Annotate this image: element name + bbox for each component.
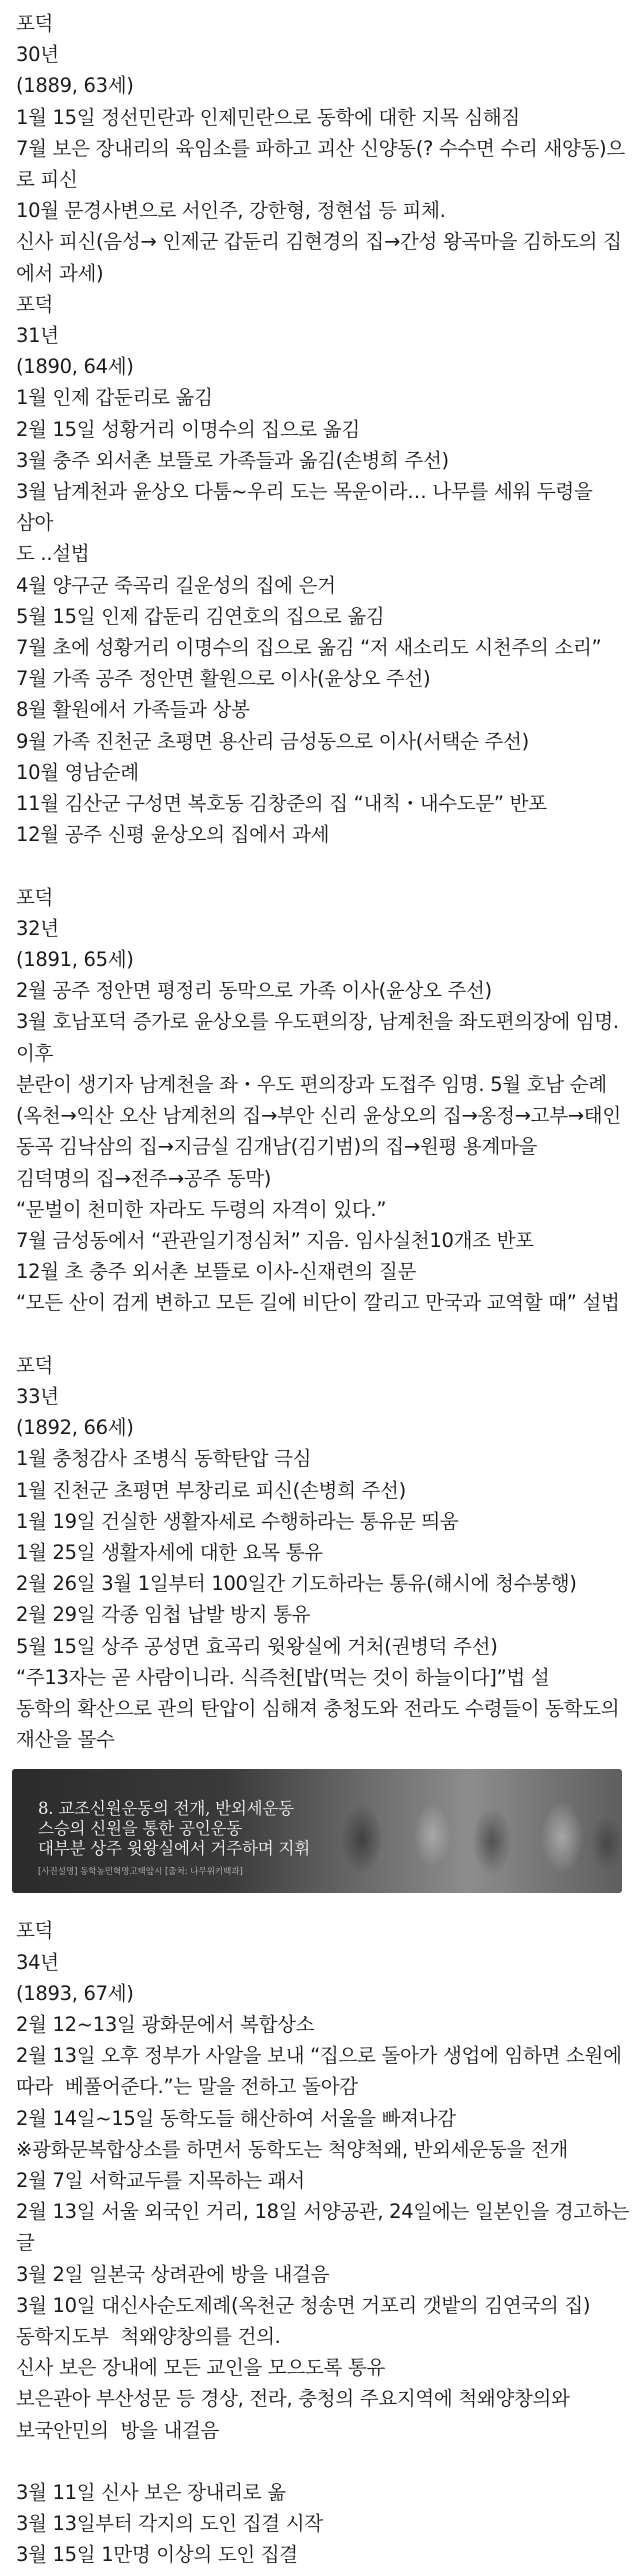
text-line: 10월 영남순례	[16, 760, 139, 784]
text-line: 로 피신	[16, 168, 78, 192]
text-line: 이후	[16, 1041, 54, 1065]
text-line: (1891, 65세)	[16, 948, 134, 972]
text-line: 김덕명의 집→전주→공주 동막)	[16, 1166, 272, 1190]
text-line: 신사 보은 장내에 모든 교인을 모으도록 통유	[16, 2356, 386, 2380]
text-line: 3월 충주 외서촌 보뜰로 가족들과 옮김(손병희 주선)	[16, 448, 449, 472]
text-line: 3월 10일 대신사순도제례(옥천군 청송면 거포리 갯밭의 김연국의 집)	[16, 2293, 591, 2317]
text-line: 포덕	[16, 885, 54, 909]
text-line: 12월 초 충주 외서촌 보뜰로 이사-신재련의 질문	[16, 1260, 417, 1284]
text-line: 2월 26일 3월 1일부터 100일간 기도하라는 통유(해시에 청수봉행)	[16, 1572, 577, 1596]
text-line: 동학지도부 척왜양창의를 건의.	[16, 2324, 281, 2348]
banner-title	[38, 1799, 398, 1859]
text-line: 재산을 몰수	[16, 1728, 115, 1752]
text-line: 2월 7일 서학교두를 지목하는 괘서	[16, 2168, 305, 2192]
text-line: “모든 산이 검게 변하고 모든 길에 비단이 깔리고 만국과 교역할 때” 설법	[16, 1291, 620, 1315]
text-line: 7월 보은 장내리의 육임소를 파하고 괴산 신양동(? 수수면 수리 새양동)으	[16, 136, 625, 160]
text-line: 따라 베풀어준다.”는 말을 전하고 돌아감	[16, 2075, 358, 2099]
text-line: 1월 19일 건실한 생활자세로 수행하라는 통유문 띄움	[16, 1509, 459, 1533]
text-line: 34년	[16, 1950, 59, 1974]
text-line: 31년	[16, 324, 59, 348]
text-line: 3월 남계천과 윤상오 다툼~우리 도는 목운이라… 나무를 세워 두령을 삼아	[16, 480, 599, 535]
text-line: 동학의 확산으로 관의 탄압이 심해져 충청도와 전라도 수령들이 동학도의	[16, 1696, 620, 1720]
banner-caption: [사진설명] 동학농민혁명고택앞시 [출처: 나무위키백과]	[38, 1867, 243, 1878]
text-line: 2월 13일 오후 정부가 사알을 보내 “집으로 돌아가 생업에 임하면 소원에	[16, 2044, 622, 2068]
text-line: 32년	[16, 916, 59, 940]
text-line: 2월 15일 성황거리 이명수의 집으로 옮김	[16, 417, 360, 441]
text-line: 8월 활원에서 가족들과 상봉	[16, 698, 250, 722]
text-line: 1월 진천군 초평면 부창리로 피신(손병희 주선)	[16, 1478, 406, 1502]
text-line: 1월 15일 정선민란과 인제민란으로 동학에 대한 지목 심해짐	[16, 105, 520, 129]
text-line: 3월 15일 1만명 이상의 도인 집결	[16, 2543, 298, 2567]
text-line: 에서 과세)	[16, 261, 104, 285]
text-line: 5월 15일 인제 갑둔리 김연호의 집으로 옮김	[16, 604, 385, 628]
text-line: 동곡 김낙삼의 집→지금실 김개남(김기범)의 집→원평 용계마을	[16, 1135, 538, 1159]
text-line: 12월 공주 신평 윤상오의 집에서 과세	[16, 823, 330, 847]
text-line: 분란이 생기자 남계천을 좌・우도 편의장과 도접주 임명. 5월 호남 순례	[16, 1072, 607, 1096]
text-line: 5월 15일 상주 공성면 효곡리 윗왕실에 거처(권병덕 주선)	[16, 1634, 498, 1658]
text-line: 30년	[16, 43, 59, 67]
text-line: 포덕	[16, 12, 54, 35]
text-line: (옥천→익산 오산 남계천의 집→부안 신리 윤상오의 집→옹정→고부→태인	[16, 1104, 621, 1128]
banner-title-line: 스승의 신원을 통한 공인운동	[38, 1819, 243, 1839]
blank-line	[16, 1319, 632, 1350]
text-line: 포덕	[16, 292, 54, 316]
text-line: 4월 양구군 죽곡리 길운성의 집에 은거	[16, 573, 336, 597]
text-line: 포덕	[16, 1919, 54, 1943]
text-line: 3월 11일 신사 보은 장내리로 옮	[16, 2480, 286, 2504]
text-line: 3월 호남포덕 증가로 윤상오를 우도편의장, 남계천을 좌도편의장에 임명.	[16, 1010, 619, 1034]
text-line: 11월 김산군 구성면 복호동 김창준의 집 “내칙・내수도문” 반포	[16, 792, 547, 816]
text-line: 10월 문경사변으로 서인주, 강한형, 정현섭 등 피체.	[16, 199, 446, 223]
text-line: 9월 가족 진천군 초평면 용산리 금성동으로 이사(서택순 주선)	[16, 729, 529, 753]
banner-title-line: 대부분 상주 윗왕실에서 거주하며 지휘	[38, 1839, 311, 1859]
text-line: 33년	[16, 1384, 59, 1408]
text-line: (1892, 66세)	[16, 1416, 134, 1440]
text-line: 7월 가족 공주 정안면 활원으로 이사(윤상오 주선)	[16, 667, 431, 691]
banner-image	[12, 1769, 622, 1893]
text-line: 3월 2일 일본국 상려관에 방을 내걸음	[16, 2262, 330, 2286]
blank-line	[16, 850, 632, 881]
text-line: 2월 13일 서울 외국인 거리, 18일 서양공관, 24일에는 일본인을 경고하는 글	[16, 2200, 635, 2255]
text-line: 2월 공주 정안면 평정리 동막으로 가족 이사(윤상오 주선)	[16, 979, 492, 1003]
text-line: 2월 12~13일 광화문에서 복합상소	[16, 2012, 315, 2036]
text-line: 1월 충청감사 조병식 동학탄압 극심	[16, 1447, 312, 1471]
text-line: 2월 29일 각종 임첩 납발 방지 통유	[16, 1603, 311, 1627]
text-line: (1893, 67세)	[16, 1981, 134, 2005]
text-line: 1월 25일 생활자세에 대한 요목 통유	[16, 1540, 323, 1564]
text-line: 7월 초에 성황거리 이명수의 집으로 옮김 “저 새소리도 시천주의 소리”	[16, 636, 602, 660]
text-line: ※광화문복합상소를 하면서 동학도는 척양척왜, 반외세운동을 전개	[16, 2137, 568, 2161]
text-line: “주13자는 곧 사람이니라. 식즉천[밥(먹는 것이 하늘이다]”법 설	[16, 1665, 550, 1689]
blank-line	[16, 2446, 632, 2477]
text-line: “문벌이 천미한 자라도 두령의 자격이 있다.”	[16, 1197, 387, 1221]
text-line: 1월 인제 갑둔리로 옮김	[16, 386, 213, 410]
text-line: (1890, 64세)	[16, 355, 134, 379]
text-line: 포덕	[16, 1353, 54, 1377]
text-line: 7월 금성동에서 “관관일기정심처” 지음. 임사실천10개조 반포	[16, 1228, 534, 1252]
banner-title-line: 8. 교조신원운동의 전개, 반외세운동	[38, 1799, 294, 1819]
text-line: 신사 피신(음성→ 인제군 갑둔리 김현경의 집→간성 왕곡마을 김하도의 집	[16, 230, 622, 254]
text-line: 3월 13일부터 각지의 도인 집결 시작	[16, 2512, 323, 2536]
text-line: 2월 14일~15일 동학도들 해산하여 서울을 빠져나감	[16, 2106, 456, 2130]
text-line: 보은관아 부산성문 등 경상, 전라, 충청의 주요지역에 척왜양창의와	[16, 2387, 570, 2411]
text-line: 도 ..설법	[16, 542, 90, 566]
text-line: 보국안민의 방을 내걸음	[16, 2418, 220, 2442]
text-line: (1889, 63세)	[16, 74, 134, 98]
